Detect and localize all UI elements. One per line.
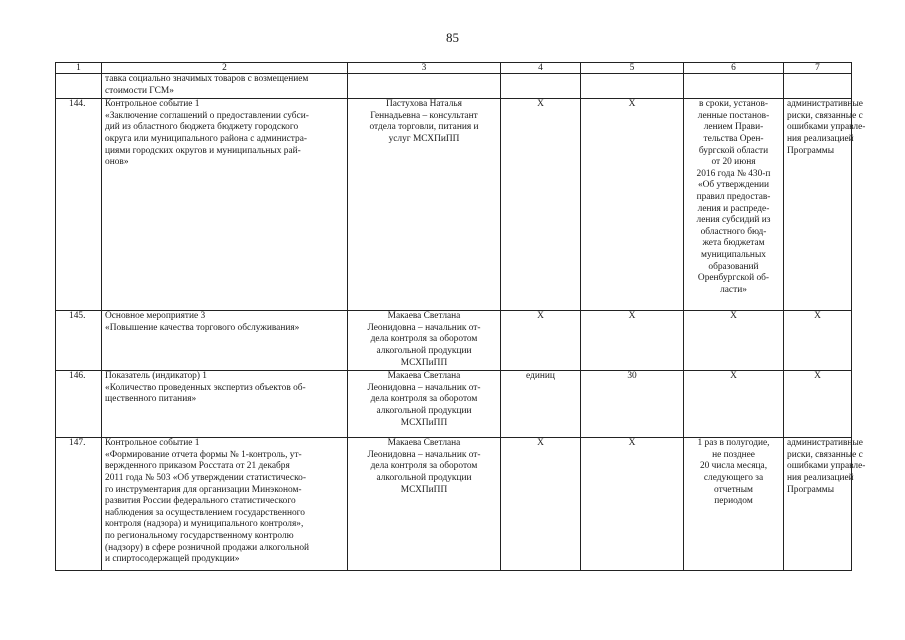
risk-cell — [784, 371, 852, 438]
responsible-line: МСХПиПП — [400, 357, 448, 368]
responsible-line: МСХПиПП — [400, 484, 448, 495]
event-name-line: Показатель (индикатор) 1 — [105, 371, 207, 382]
event-name-line: 2011 года № 503 «Об утверждении статистическо- — [105, 472, 306, 483]
event-name-line: Контрольное событие 1 — [105, 99, 200, 110]
column-number: 3 — [348, 63, 501, 74]
deadline-line: тельства Орен- — [703, 133, 764, 144]
event-name-line: «Повышение качества торгового обслуживания» — [105, 322, 300, 333]
deadline-line: 20 числа месяца, — [699, 461, 768, 472]
value-cell: Х — [581, 99, 684, 311]
value-cell: 30 — [581, 371, 684, 438]
responsible-line: дела контроля за оборотом — [370, 394, 478, 405]
event-name-line: «Количество проведенных экспертиз объектов об- — [105, 382, 306, 393]
risk-line: ошибками управле- — [787, 461, 866, 472]
responsible-line: Леонидовна – начальник от- — [367, 449, 481, 460]
responsible-cell — [348, 438, 501, 571]
risk-line: Программы — [787, 145, 835, 156]
event-name-line: щественного питания» — [105, 394, 197, 405]
event-name-line: «Заключение соглашений о предоставлении субси- — [105, 110, 309, 121]
table-row — [56, 438, 852, 571]
event-name-line: Контрольное событие 1 — [105, 438, 200, 449]
deadline-line: «Об утверждении — [697, 180, 770, 191]
responsible-line: Геннадьевна – консультант — [370, 110, 478, 121]
event-name-line: го инструментария для организации Минэконом- — [105, 484, 302, 495]
deadline-line: Х — [730, 311, 737, 322]
risk-line: административные — [787, 99, 863, 110]
responsible-cell — [348, 371, 501, 438]
risk-line: административные — [787, 438, 863, 449]
responsible-line: алкогольной продукции — [376, 345, 472, 356]
deadline-line: правил предостав- — [696, 191, 771, 202]
page-number: 85 — [446, 30, 459, 45]
row-number: 145. — [56, 311, 102, 371]
risk-line: риски, связанные с — [787, 449, 863, 460]
column-number: 6 — [684, 63, 784, 74]
deadline-line: 2016 года № 430-п — [696, 168, 771, 179]
deadline-line: от 20 июня — [711, 157, 756, 168]
row-number: 144. — [56, 99, 102, 311]
event-name-cell — [102, 99, 348, 311]
risk-line: Х — [814, 371, 821, 382]
unit-cell: Х — [501, 438, 581, 571]
deadline-cell — [684, 99, 784, 311]
responsible-cell — [348, 74, 501, 99]
event-name-line: тавка социально значимых товаров с возмещением — [105, 74, 309, 84]
deadline-line: лением Прави- — [703, 122, 764, 133]
deadline-cell — [684, 371, 784, 438]
event-name-line: наблюдения за осуществлением государственного — [105, 507, 305, 518]
unit-cell: единиц — [501, 371, 581, 438]
risk-cell — [784, 99, 866, 311]
event-name-line: и спиртосодержащей продукции» — [105, 554, 240, 565]
responsible-line: Пастухова Наталья — [386, 99, 462, 110]
column-number: 1 — [56, 63, 102, 74]
event-name-cell — [102, 74, 348, 99]
column-number-row — [56, 63, 852, 74]
event-name-line: циями городских округов и муниципальных рай- — [105, 145, 301, 156]
column-number: 4 — [501, 63, 581, 74]
deadline-line: ления и распреде- — [697, 203, 770, 214]
deadline-line: периодом — [714, 496, 753, 507]
event-name-line: округа или муниципального района с администра- — [105, 133, 307, 144]
risk-line: ния реализацией — [787, 133, 854, 144]
event-name-line: онов» — [105, 157, 129, 168]
responsible-line: алкогольной продукции — [376, 472, 472, 483]
event-name-line: Основное мероприятие 3 — [105, 311, 206, 322]
row-number — [56, 74, 102, 99]
deadline-line: Х — [730, 371, 737, 382]
event-name-line: вержденного приказом Росстата от 21 декабря — [105, 461, 290, 472]
event-name-cell — [102, 438, 348, 571]
responsible-line: Макаева Светлана — [387, 438, 461, 449]
deadline-line: ленные постанов- — [697, 110, 770, 121]
event-name-line: контроля (надзора) и муниципального контроля», — [105, 519, 304, 530]
unit-cell: Х — [501, 99, 581, 311]
event-name-cell — [102, 311, 348, 371]
responsible-line: Макаева Светлана — [387, 311, 461, 322]
risk-line: ошибками управле- — [787, 122, 866, 133]
row-number: 147. — [56, 438, 102, 571]
responsible-line: алкогольной продукции — [376, 405, 472, 416]
column-number: 2 — [102, 63, 348, 74]
risk-line: Х — [814, 311, 821, 322]
deadline-line: областного бюд- — [700, 226, 767, 237]
table-row — [56, 371, 852, 438]
responsible-cell — [348, 99, 501, 311]
value-cell: Х — [581, 438, 684, 571]
table-row — [56, 311, 852, 371]
deadline-line: не позднее — [712, 449, 755, 460]
deadline-cell — [684, 438, 784, 571]
unit-cell: Х — [501, 311, 581, 371]
responsible-line: МСХПиПП — [400, 417, 448, 428]
deadline-line: Оренбургской об- — [697, 273, 770, 284]
unit-cell — [501, 74, 581, 99]
row-number: 146. — [56, 371, 102, 438]
event-name-line: «Формирование отчета формы № 1-контроль, ут- — [105, 449, 302, 460]
deadline-line: следующего за — [703, 472, 764, 483]
deadline-cell — [684, 311, 784, 371]
risk-cell — [784, 438, 866, 571]
deadline-line: ласти» — [720, 284, 747, 295]
risk-cell — [784, 311, 852, 371]
table-row — [56, 74, 852, 99]
event-name-line: развития России федерального статистического — [105, 496, 296, 507]
deadline-line: ления субсидий из — [696, 215, 771, 226]
value-cell: Х — [581, 311, 684, 371]
responsible-line: Леонидовна – начальник от- — [367, 382, 481, 393]
value-cell — [581, 74, 684, 99]
deadline-cell — [684, 74, 784, 99]
deadline-line: образований — [708, 261, 759, 272]
responsible-cell — [348, 311, 501, 371]
responsible-line: дела контроля за оборотом — [370, 461, 478, 472]
deadline-line: муниципальных — [701, 249, 766, 260]
responsible-line: услуг МСХПиПП — [388, 133, 460, 144]
event-name-line: дий из областного бюджета бюджету городского — [105, 122, 299, 133]
responsible-line: дела контроля за оборотом — [370, 334, 478, 345]
deadline-line: 1 раз в полугодие, — [697, 438, 770, 449]
event-name-line: стоимости ГСМ» — [105, 85, 174, 96]
risk-line: Программы — [787, 484, 835, 495]
column-number: 7 — [784, 63, 852, 74]
event-name-cell — [102, 371, 348, 438]
event-name-line: (надзору) в сфере розничной продажи алкогольной — [105, 542, 310, 553]
column-number: 5 — [581, 63, 684, 74]
responsible-line: отдела торговли, питания и — [369, 122, 479, 133]
table-row — [56, 99, 852, 311]
deadline-line: в сроки, установ- — [698, 99, 769, 110]
event-name-line: по региональному государственному контролю — [105, 530, 294, 541]
program-table — [55, 62, 866, 571]
responsible-line: Леонидовна – начальник от- — [367, 322, 481, 333]
deadline-line: отчетным — [714, 484, 753, 495]
deadline-line: жета бюджетам — [702, 238, 765, 249]
risk-cell — [784, 74, 852, 99]
risk-line: ния реализацией — [787, 472, 854, 483]
deadline-line: бургской области — [698, 145, 769, 156]
responsible-line: Макаева Светлана — [387, 371, 461, 382]
risk-line: риски, связанные с — [787, 110, 863, 121]
